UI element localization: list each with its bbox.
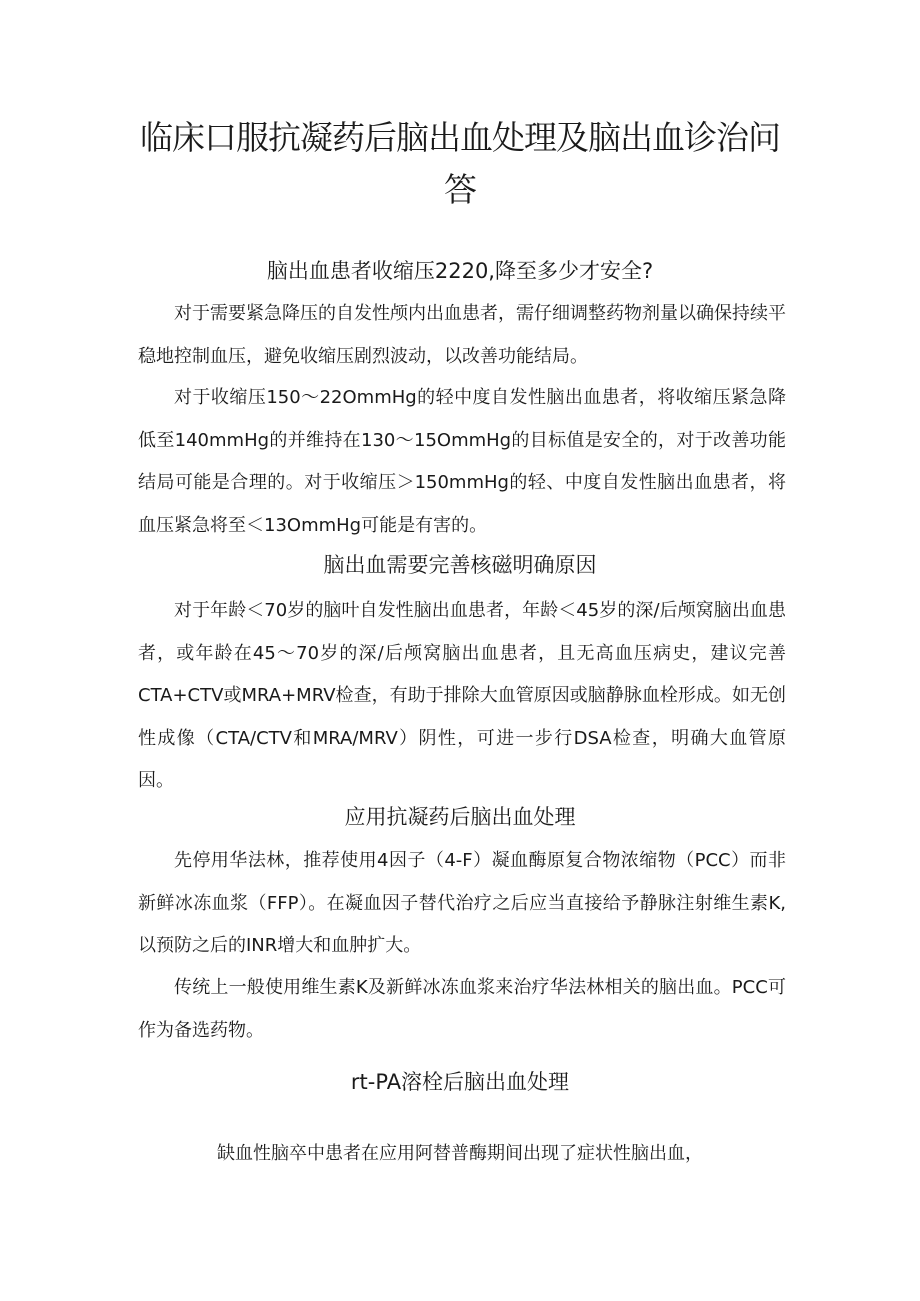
section-heading-rtpa: rt-PA溶栓后脑出血处理 — [350, 1070, 570, 1094]
section-heading-mri-cause: 脑出血需要完善核磁明确原因 — [323, 553, 597, 577]
paragraph-rtpa-1: 缺血性脑卒中患者在应用阿替普酶期间出现了症状性脑出血， — [217, 1143, 703, 1164]
section-heading-blood-pressure: 脑出血患者收缩压2220,降至多少才安全? — [266, 259, 654, 283]
section-heading-anticoagulant: 应用抗凝药后脑出血处理 — [344, 805, 576, 829]
paragraph-mri-1: 对于年龄＜70岁的脑叶自发性脑出血患者，年龄＜45岁的深/后颅窝脑出血患者，或年龄在45～70岁的深/后颅窝脑出血患者，且无高血压病史，建议完善CTA+CTV或MRA+MRV检查，有助于排除大血管原因或脑静脉血栓形成。如无创性成像（CTA/CTV和MRA/MRV）阴性，可进一步行DSA检查，明确大血管原因。 — [138, 600, 786, 791]
paragraph-anticoagulant-1: 先停用华法林，推荐使用4因子（4-F）凝血酶原复合物浓缩物（PCC）而非新鲜冰冻血浆（FFP）。在凝血因子替代治疗之后应当直接给予静脉注射维生素K,以预防之后的INR增大和血肿扩大。 — [138, 850, 786, 956]
paragraph-anticoagulant-2: 传统上一般使用维生素K及新鲜冰冻血浆来治疗华法林相关的脑出血。PCC可作为备选药物。 — [138, 977, 786, 1041]
paragraph-bp-2: 对于收缩压150～22OmmHg的轻中度自发性脑出血患者，将收缩压紧急降低至140mmHg的并维持在130～15OmmHg的目标值是安全的，对于改善功能结局可能是合理的。对于收缩压＞150mmHg的轻、中度自发性脑出血患者，将血压紧急将至＜13OmmHg可能是有害的。 — [138, 387, 786, 536]
paragraph-bp-1: 对于需要紧急降压的自发性颅内出血患者，需仔细调整药物剂量以确保持续平稳地控制血压，避免收缩压剧烈波动，以改善功能结局。 — [138, 303, 786, 367]
document-title: 临床口服抗凝药后脑出血处理及脑出血诊治问答 — [140, 118, 780, 209]
